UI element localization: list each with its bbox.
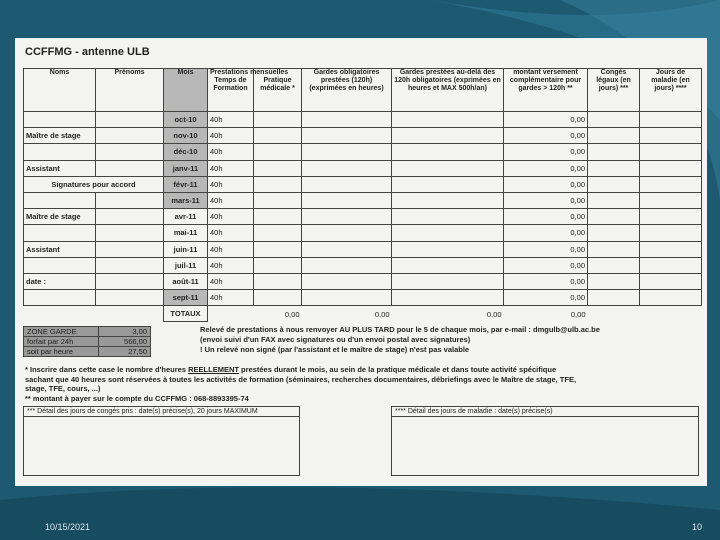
header-prestations: Prestations mensuelles: [210, 69, 289, 76]
prenom-cell[interactable]: [96, 241, 164, 257]
pratique-cell[interactable]: [254, 209, 302, 225]
table-row: [24, 112, 702, 128]
pratique-cell[interactable]: [254, 257, 302, 273]
pratique-cell[interactable]: [254, 176, 302, 192]
prenom-cell[interactable]: [96, 144, 164, 160]
header-gardes-au-dela: Gardes prestées au-delà des 120h obligatoires (exprimées en heures et MAX 500h/an): [392, 69, 504, 112]
gardes-cell[interactable]: [302, 209, 392, 225]
footnote-line-1-pre: * Inscrire dans cette case le nombre d'heures: [25, 365, 189, 374]
left-assistant-1: Assistant: [24, 160, 96, 176]
pratique-cell[interactable]: [254, 225, 302, 241]
left-maitre-stage-1: Maître de stage: [24, 128, 96, 144]
table-row: [24, 257, 702, 273]
conges-cell[interactable]: [588, 225, 640, 241]
conges-cell[interactable]: [588, 192, 640, 208]
pratique-cell[interactable]: [254, 192, 302, 208]
totals-row: [24, 306, 702, 322]
notice-block: [200, 325, 700, 355]
hours-cell: 40h: [208, 144, 254, 160]
pratique-cell[interactable]: [254, 128, 302, 144]
hours-cell: 40h: [208, 225, 254, 241]
header-mois: Mois: [164, 69, 208, 112]
hours-cell: 40h: [208, 209, 254, 225]
maladie-cell[interactable]: [640, 225, 702, 241]
hours-cell: 40h: [208, 290, 254, 306]
montant-cell: 0,00: [504, 112, 588, 128]
name-cell[interactable]: [24, 112, 96, 128]
conges-cell[interactable]: [588, 160, 640, 176]
month-cell: mars-11: [164, 192, 208, 208]
month-cell: févr-11: [164, 176, 208, 192]
au-dela-cell[interactable]: [392, 241, 504, 257]
left-date: date :: [24, 273, 96, 289]
conges-cell[interactable]: [588, 241, 640, 257]
left-assistant-2: Assistant: [24, 241, 96, 257]
montant-cell: 0,00: [504, 257, 588, 273]
month-cell: mai-11: [164, 225, 208, 241]
header-noms: Noms: [24, 69, 96, 112]
conges-cell[interactable]: [588, 273, 640, 289]
footnote-line-4: ** montant à payer sur le compte du CCFFMG : 068-8893395-74: [25, 393, 249, 403]
prenom-cell[interactable]: [96, 112, 164, 128]
month-cell: juin-11: [164, 241, 208, 257]
maladie-cell[interactable]: [640, 273, 702, 289]
conges-detail-header: *** Détail des jours de congés pris : date(s) précise(s), 20 jours MAXIMUM: [24, 407, 299, 417]
left-maitre-stage-2: Maître de stage: [24, 209, 96, 225]
table-row: [24, 144, 702, 160]
montant-cell: 0,00: [504, 241, 588, 257]
gardes-cell[interactable]: [302, 176, 392, 192]
zone-label-2: soit par heure: [24, 347, 99, 357]
zone-value-0: 3,00: [99, 327, 151, 337]
name-cell[interactable]: [24, 290, 96, 306]
total-gardes: 0,00: [374, 309, 390, 319]
hours-cell: 40h: [208, 273, 254, 289]
footnote-line-2: sachant que 40 heures sont réservées à toutes les activités de formation (séminaires, recherches documentaires, débriefings avec le Maître de stage, TFE,: [25, 374, 577, 384]
au-dela-cell[interactable]: [392, 209, 504, 225]
prenom-cell[interactable]: [96, 290, 164, 306]
table-row: [24, 225, 702, 241]
zone-garde-table: [23, 326, 151, 357]
pratique-cell[interactable]: [254, 112, 302, 128]
hours-cell: 40h: [208, 160, 254, 176]
pratique-cell[interactable]: [254, 241, 302, 257]
name-cell[interactable]: [24, 225, 96, 241]
table-row: [24, 209, 702, 225]
gardes-cell[interactable]: [302, 225, 392, 241]
gardes-cell[interactable]: [302, 192, 392, 208]
slide-page-number: 10: [691, 522, 702, 532]
hours-cell: 40h: [208, 257, 254, 273]
montant-cell: 0,00: [504, 176, 588, 192]
month-cell: déc-10: [164, 144, 208, 160]
montant-cell: 0,00: [504, 192, 588, 208]
table-row: [24, 241, 702, 257]
hours-cell: 40h: [208, 241, 254, 257]
maladie-cell[interactable]: [640, 257, 702, 273]
pratique-cell[interactable]: [254, 273, 302, 289]
conges-cell[interactable]: [588, 128, 640, 144]
hours-cell: 40h: [208, 176, 254, 192]
montant-cell: 0,00: [504, 160, 588, 176]
table-row: [24, 160, 702, 176]
table-row: [24, 176, 702, 192]
month-rows: [24, 112, 702, 306]
table-row: [24, 128, 702, 144]
notice-line-3: ! Un relevé non signé (par l'assistant et le maître de stage) n'est pas valable: [200, 345, 470, 354]
prenom-cell[interactable]: [96, 209, 164, 225]
conges-detail-box: [23, 406, 300, 476]
left-signatures: Signatures pour accord: [24, 176, 164, 192]
conges-cell[interactable]: [588, 257, 640, 273]
conges-cell[interactable]: [588, 144, 640, 160]
maladie-detail-box: [391, 406, 699, 476]
total-pratique: 0,00: [284, 309, 300, 319]
table-row: [24, 273, 702, 289]
gardes-cell[interactable]: [302, 241, 392, 257]
au-dela-cell[interactable]: [392, 257, 504, 273]
footnotes: [25, 365, 695, 403]
footnote-line-1-post: prestées durant le mois, au sein de la pratique médicale et dans toute activité spécifique: [238, 365, 557, 374]
name-cell[interactable]: [24, 192, 96, 208]
hours-cell: 40h: [208, 128, 254, 144]
gardes-cell[interactable]: [302, 144, 392, 160]
montant-cell: 0,00: [504, 290, 588, 306]
au-dela-cell[interactable]: [392, 112, 504, 128]
total-montant: 0,00: [570, 309, 586, 319]
header-montant-versement: montant versement complémentaire pour gardes > 120h **: [504, 69, 588, 112]
prenom-cell[interactable]: [96, 257, 164, 273]
document-title: CCFFMG - antenne ULB: [25, 46, 150, 58]
au-dela-cell[interactable]: [392, 290, 504, 306]
gardes-cell[interactable]: [302, 160, 392, 176]
au-dela-cell[interactable]: [392, 176, 504, 192]
prenom-cell[interactable]: [96, 273, 164, 289]
gardes-cell[interactable]: [302, 257, 392, 273]
prestations-table: [23, 68, 702, 322]
maladie-cell[interactable]: [640, 192, 702, 208]
total-au-dela: 0,00: [486, 309, 502, 319]
pratique-cell[interactable]: [254, 144, 302, 160]
au-dela-cell[interactable]: [392, 160, 504, 176]
header-conges: Congés légaux (en jours) ***: [588, 69, 640, 112]
table-row: [24, 192, 702, 208]
au-dela-cell[interactable]: [392, 225, 504, 241]
hours-cell: 40h: [208, 192, 254, 208]
prenom-cell[interactable]: [96, 225, 164, 241]
header-row: [24, 69, 702, 112]
table-row: [24, 290, 702, 306]
gardes-cell[interactable]: [302, 128, 392, 144]
name-cell[interactable]: [24, 144, 96, 160]
month-cell: nov-10: [164, 128, 208, 144]
pratique-cell[interactable]: [254, 290, 302, 306]
montant-cell: 0,00: [504, 273, 588, 289]
conges-cell[interactable]: [588, 290, 640, 306]
maladie-cell[interactable]: [640, 112, 702, 128]
montant-cell: 0,00: [504, 128, 588, 144]
maladie-cell[interactable]: [640, 160, 702, 176]
header-pratique-label: Pratique médicale *: [260, 77, 295, 92]
conges-cell[interactable]: [588, 176, 640, 192]
gardes-cell[interactable]: [302, 112, 392, 128]
header-temps-label: Temps de Formation: [213, 77, 248, 92]
maladie-cell[interactable]: [640, 144, 702, 160]
notice-line-2: (envoi suivi d'un FAX avec signatures ou d'un envoi postal avec signatures): [200, 335, 471, 344]
slide-date: 10/15/2021: [45, 522, 91, 532]
month-cell: août-11: [164, 273, 208, 289]
footnote-line-3: stage, TFE, cours, ...): [25, 384, 101, 393]
footnote-line-1: [25, 365, 695, 375]
maladie-cell[interactable]: [640, 209, 702, 225]
month-cell: oct-10: [164, 112, 208, 128]
zone-label-0: ZONE GARDE: [24, 327, 99, 337]
zone-value-2: 27,50: [99, 347, 151, 357]
header-maladie: Jours de maladie (en jours) ****: [640, 69, 702, 112]
zone-label-1: forfait par 24h: [24, 337, 99, 347]
maladie-cell[interactable]: [640, 176, 702, 192]
maladie-cell[interactable]: [640, 241, 702, 257]
notice-line-1: Relevé de prestations à nous renvoyer AU PLUS TARD pour le 5 de chaque mois, par e-mail : dmgulb@ulb.ac.be: [200, 325, 600, 334]
month-cell: sept-11: [164, 290, 208, 306]
footnote-emphasis: REELLEMENT: [188, 365, 239, 374]
conges-cell[interactable]: [588, 112, 640, 128]
gardes-cell[interactable]: [302, 290, 392, 306]
montant-cell: 0,00: [504, 225, 588, 241]
prenom-cell[interactable]: [96, 128, 164, 144]
month-cell: janv-11: [164, 160, 208, 176]
au-dela-cell[interactable]: [392, 192, 504, 208]
maladie-detail-header: **** Détail des jours de maladie : date(s) précise(s): [392, 407, 698, 417]
pratique-cell[interactable]: [254, 160, 302, 176]
totals-label: TOTAUX: [164, 306, 208, 322]
zone-value-1: 566,00: [99, 337, 151, 347]
prenom-cell[interactable]: [96, 192, 164, 208]
scanned-document: [15, 38, 707, 486]
gardes-cell[interactable]: [302, 273, 392, 289]
au-dela-cell[interactable]: [392, 273, 504, 289]
conges-cell[interactable]: [588, 209, 640, 225]
maladie-cell[interactable]: [640, 128, 702, 144]
month-cell: avr-11: [164, 209, 208, 225]
header-prenoms: Prénoms: [96, 69, 164, 112]
montant-cell: 0,00: [504, 209, 588, 225]
name-cell[interactable]: [24, 257, 96, 273]
au-dela-cell[interactable]: [392, 144, 504, 160]
hours-cell: 40h: [208, 112, 254, 128]
maladie-cell[interactable]: [640, 290, 702, 306]
header-gardes-obligatoires: Gardes obligatoires prestées (120h) (exprimées en heures): [302, 69, 392, 112]
month-cell: juil-11: [164, 257, 208, 273]
au-dela-cell[interactable]: [392, 128, 504, 144]
prenom-cell[interactable]: [96, 160, 164, 176]
montant-cell: 0,00: [504, 144, 588, 160]
